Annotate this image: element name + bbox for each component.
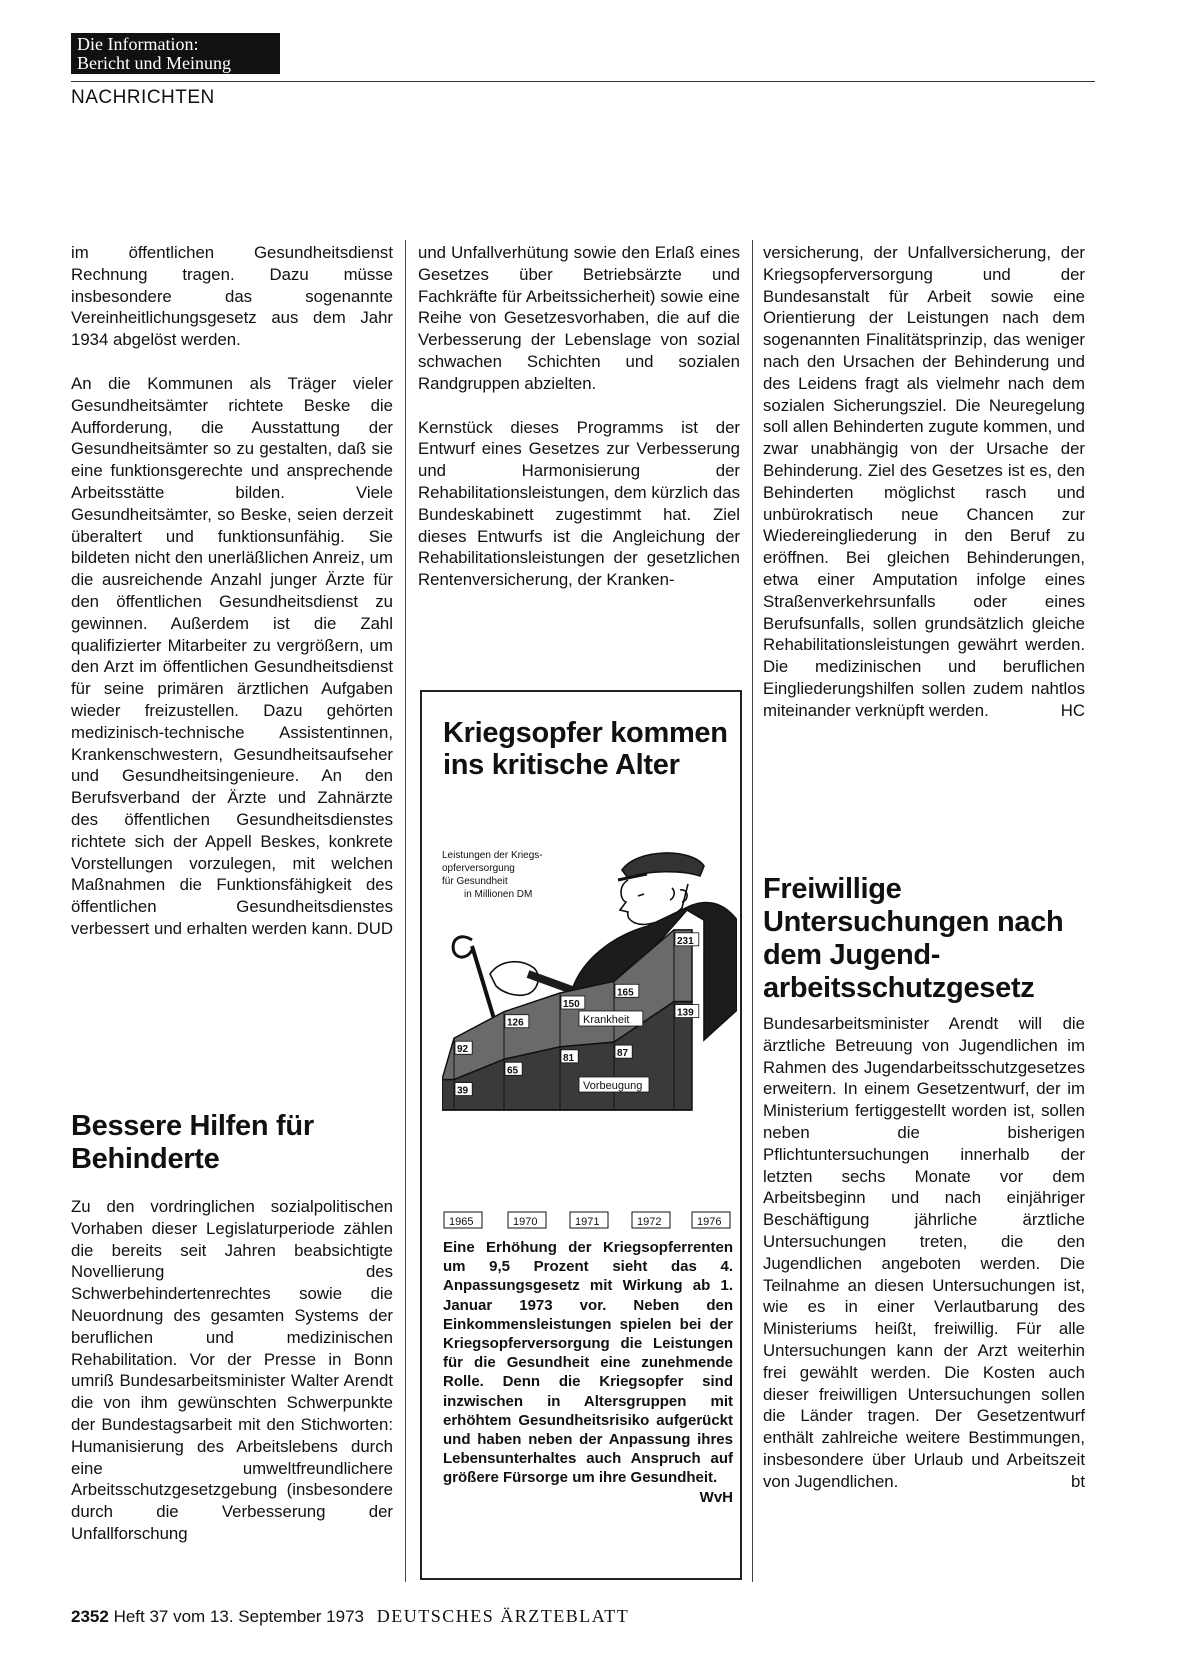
masthead: DEUTSCHES ÄRZTEBLATT [376, 1606, 630, 1626]
article-2-body-col2 [418, 242, 740, 591]
paragraph-text: versicherung, der Unfallversicherung, der Kriegsopferversorgung und der Bundesanstalt für Arbeit sowie eine Orientierung der Leistungen nach dem sogenannten Finalitätsprinzip, das weniger nach den Ursachen der Behinderung und des Leidens fragt als vielmehr nach dem sozialen Sicherungsziel. Die Neuregelung soll allen Behinderten zugute kommen, und zwar unabhängig von der Ursache der Behinderung. Ziel des Gesetzes ist es, den Behinderten möglichst rasch und unbürokratisch neue Chancen zur Wiedereingliederung in den Beruf zu eröffnen. Bei gleichen Behinderungen, etwa einer Amputation infolge eines Straßenverkehrsunfalls oder eines Berufsunfalls, sollen grundsätzlich gleiche Rehabilitationsleistungen gewährt werden. Die medizinischen und beruflichen Eingliederungshilfen sollen zudem nahtlos miteinander verknüpft werden. [763, 243, 1085, 720]
x-tick-label: 1972 [637, 1216, 662, 1228]
author-signature: HC [1060, 700, 1085, 720]
paragraph: Zu den vordringlichen sozialpolitischen Vorhaben dieser Legislaturperiode zählen die bereits seit Jahren beabsichtigte Novellierung des Schwerbehindertenrechtes sowie die Neuordnung des gesamten Systems der beruflichen und medizinischen Rehabilitation. Vor der Presse in Bonn umriß Bundesarbeitsminister Walter Arendt die von ihm gewünschten Schwerpunkte der Bundestagsarbeit mit den Stichworten: Humanisierung des Arbeitslebens durch eine umweltfreundlichere Arbeitsschutzgesetzgebung (insbesondere durch die Verbesserung der Unfallforschung [71, 1197, 393, 1543]
header-rule [71, 81, 1095, 82]
x-tick-label: 1965 [449, 1216, 474, 1228]
data-label-vorbeugung: 65 [507, 1065, 519, 1077]
article-2-body-col1 [71, 1196, 393, 1545]
chart-x-axis [444, 1212, 730, 1228]
page-number: 2352 [71, 1607, 109, 1626]
page-footer [71, 1606, 629, 1627]
badge-line-2: Bericht und Meinung [77, 53, 231, 73]
chart-title-line-1: Leistungen der Kriegs- [442, 850, 543, 861]
article-2-body-col3 [763, 242, 1085, 722]
paragraph: im öffentlichen Gesundheitsdienst Rechnung tragen. Dazu müsse insbesondere das sogenannte Vereinheitlichungsgesetz aus dem Jahr 1934 abgelöst werden. [71, 243, 393, 350]
paragraph [763, 1013, 1085, 1493]
badge-line-1: Die Information: [77, 34, 199, 54]
infobox-title: Kriegsopfer kommen ins kritische Alter [443, 717, 728, 781]
x-tick-label: 1971 [575, 1216, 600, 1228]
headline-behinderte: Bessere Hilfen für Behinderte [71, 1110, 314, 1175]
paragraph: Kernstück dieses Programms ist der Entwurf eines Gesetzes zur Verbesserung und Harmonisierung der Rehabilitationsleistungen, dem kürzlich das Bundeskabinett zugestimmt hat. Ziel dieses Entwurfs ist die Angleichung der Rehabilitationsleistungen der gesetzlichen Rentenversicherung, der Kranken- [418, 417, 740, 590]
chart-title-line-2: opferversorgung [442, 863, 515, 874]
headline-freiwillige: Freiwillige Untersuchungen nach dem Jugend-arbeitsschutzgesetz [763, 873, 1064, 1004]
paragraph [71, 373, 393, 940]
caption-signature: WvH [699, 1488, 733, 1506]
data-label-vorbeugung: 39 [457, 1085, 469, 1097]
series-label-krankheit: Krankheit [583, 1014, 630, 1026]
article-1-continuation [71, 242, 393, 940]
chart-unit: in Millionen DM [464, 889, 533, 900]
series-label-vorbeugung: Vorbeugung [583, 1080, 643, 1092]
data-label-total: 165 [617, 987, 634, 999]
data-label-total: 126 [507, 1017, 524, 1029]
x-tick-label: 1976 [697, 1216, 722, 1228]
data-label-total: 231 [677, 935, 694, 947]
paragraph-text: Bundesarbeitsminister Arendt will die ärztliche Betreuung von Jugendlichen im Rahmen des Jugendarbeitsschutzgesetzes erweitern. In einem Gesetzentwurf, der im Ministerium fertiggestellt worden ist, sollen neben die bisherigen Pflichtuntersuchungen innerhalb der letzten sechs Monate vor dem Arbeitsbeginn und nach einjähriger Beschäftigung jährliche ärztliche Untersuchungen treten, die den Jugendlichen angeboten werden. Die Teilnahme an diesen Untersuchungen ist, wie es in einer Verlautbarung des Ministeriums heißt, freiwillig. Für alle Untersuchungen kann der Arzt weiterhin frei gewählt werden. Die Kosten auch dieser freiwilligen Untersuchungen sollen die Länder tragen. Der Gesetzentwurf enthält zahlreiche weitere Bestimmungen, insbesondere über Urlaub und Arbeitszeit von Jugendlichen. [763, 1014, 1085, 1491]
column-rule [752, 240, 753, 1582]
chart-kriegsopfer-gesundheit [442, 840, 737, 1230]
data-label-total: 150 [563, 999, 580, 1010]
issue-info: Heft 37 vom 13. September 1973 [113, 1607, 364, 1626]
chart-plot-area [442, 930, 699, 1110]
x-tick-label: 1970 [513, 1216, 538, 1228]
data-label-vorbeugung: 87 [617, 1048, 629, 1060]
paragraph [763, 242, 1085, 722]
article-3-body [763, 1013, 1085, 1493]
author-signature: DUD [356, 918, 393, 938]
section-label: NACHRICHTEN [71, 87, 215, 108]
data-label-vorbeugung: 81 [563, 1052, 575, 1064]
paragraph-text: An die Kommunen als Träger vieler Gesundheitsämter richtete Beske die Aufforderung, die Ausstattung der Gesundheitsämter so zu gestalten, daß sie eine funktionsgerechte und ansprechende Arbeitsstätte bilden. Viele Gesundheitsämter, so Beske, seien derzeit überaltert und funktionsunfähig. Sie bildeten nicht den unerläßlichen Anreiz, um die ausreichende Anzahl junger Ärzte für den öffentlichen Gesundheitsdienst zu gewinnen. Außerdem ist die Zahl qualifizierter Mitarbeiter zu vergrößern, um den Arzt im öffentlichen Gesundheitsdienst für seine primären ärztlichen Aufgaben wieder freizustellen. Dazu gehörten medizinisch-technische Assistentinnen, Krankenschwestern, Gesundheitsaufseher und Gesundheitsingenieure. An den Berufsverband der Ärzte und Zahnärzte des öffentlichen Gesundheitsdienstes richtete sich der Appell Beskes, konkrete Vorstellungen vorzulegen, mit welchen Maßnahmen die Funktionsfähigkeit des öffentlichen Gesundheitsdienstes verbessert und erhalten werden kann. [71, 373, 393, 938]
column-rule [405, 240, 406, 1582]
author-signature: bt [1071, 1471, 1085, 1491]
data-label-total: 92 [457, 1044, 469, 1056]
caption-text: Eine Erhöhung der Kriegsopferrenten um 9,5 Prozent sieht das 4. Anpassungsgesetz mit Wirkung ab 1. Januar 1973 vor. Neben den Einkommensleistungen spielen bei der Kriegsopferversorgung die Leistungen für die Gesundheit eine zunehmende Rolle. Denn die Kriegsopfer sind inzwischen in Altersgruppen mit erhöhtem Gesundheitsrisiko aufgerückt und haben neben der Anpassung ihres Lebensunterhaltes auch Anspruch auf größere Fürsorge um ihre Gesundheit. [443, 1239, 733, 1487]
chart-title-line-3: für Gesundheit [442, 876, 508, 887]
infobox-caption [443, 1238, 733, 1507]
paragraph: und Unfallverhütung sowie den Erlaß eines Gesetzes über Betriebsärzte und Fachkräfte für Arbeitssicherheit) sowie eine Reihe von Gesetzesvorhaben, die auf die Verbesserung der Lebenslage von sozial schwachen Schichten und sozialen Randgruppen abzielten. [418, 243, 740, 393]
section-badge [71, 33, 280, 74]
data-label-vorbeugung: 139 [677, 1007, 694, 1019]
